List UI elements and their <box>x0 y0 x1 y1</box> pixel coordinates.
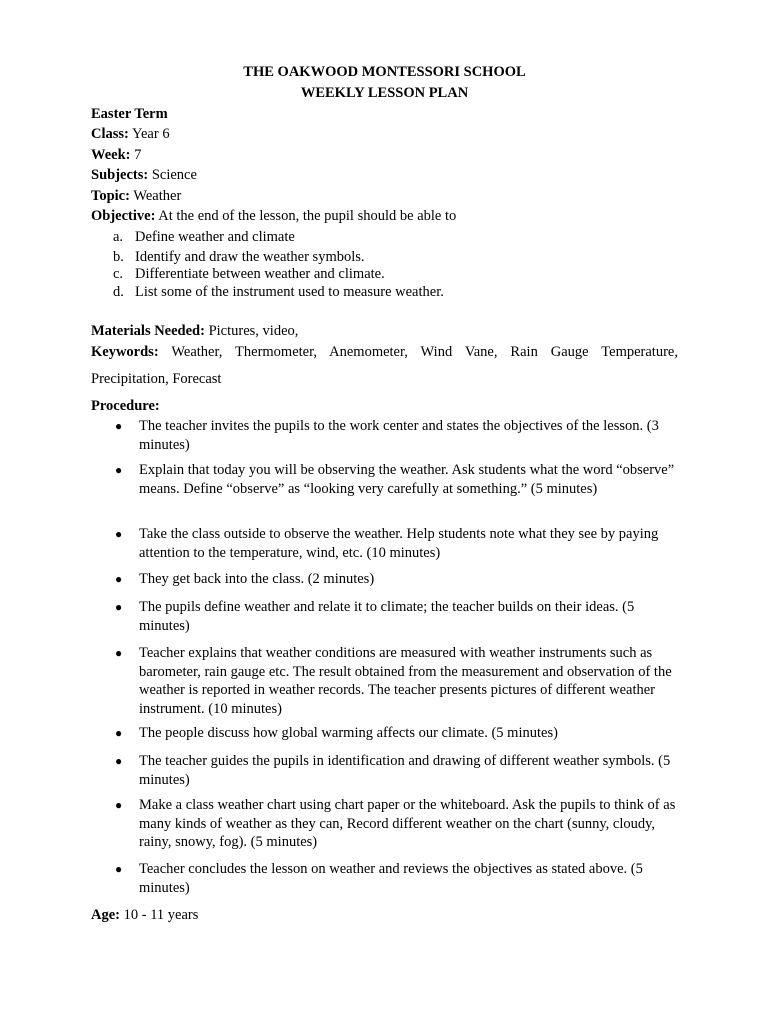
age-value: 10 - 11 years <box>123 907 199 923</box>
objective-text: Differentiate between weather and climate. <box>135 266 385 282</box>
objective-item <box>113 228 295 246</box>
procedure-step-text: The pupils define weather and relate it to climate; the teacher builds on their ideas. (5 minutes) <box>139 599 635 634</box>
objective-text: Identify and draw the weather symbols. <box>135 249 365 265</box>
term: Easter Term <box>91 106 168 122</box>
procedure-step <box>115 724 678 743</box>
bullet-icon: ● <box>115 798 123 812</box>
procedure-step-text: They get back into the class. (2 minutes) <box>139 571 375 587</box>
objective-text: Define weather and climate <box>135 229 295 245</box>
bullet-icon: ● <box>115 419 123 433</box>
class-label: Class: <box>91 126 129 142</box>
procedure-step <box>115 525 678 562</box>
school-name: THE OAKWOOD MONTESSORI SCHOOL <box>243 64 526 80</box>
objective-marker: c. <box>113 266 124 282</box>
age-label: Age: <box>91 907 120 923</box>
bullet-icon: ● <box>115 600 123 614</box>
objective-marker: b. <box>113 249 124 265</box>
objective-item <box>113 265 385 283</box>
bullet-icon: ● <box>115 862 123 876</box>
objective-item <box>113 248 365 266</box>
materials-line <box>91 321 298 341</box>
objective-marker: a. <box>113 229 124 245</box>
procedure-step-text: Make a class weather chart using chart paper or the whiteboard. Ask the pupils to think of as many kinds of weather as they can, Record different weather on the chart (sunny, cloudy, rainy, snowy, fog). (5 minutes) <box>139 797 676 850</box>
topic-line <box>91 186 181 206</box>
objective-marker: d. <box>113 284 124 300</box>
bullet-icon: ● <box>115 726 123 740</box>
procedure-step <box>115 570 678 589</box>
objective-item <box>113 283 444 301</box>
topic-label: Topic: <box>91 188 130 204</box>
procedure-step <box>115 796 678 852</box>
bullet-icon: ● <box>115 463 123 477</box>
procedure-step-text: Take the class outside to observe the weather. Help students note what they see by paying attention to the temperature, wind, etc. (10 minutes) <box>139 526 659 561</box>
document-title: WEEKLY LESSON PLAN <box>300 85 469 101</box>
bullet-icon: ● <box>115 754 123 768</box>
subjects-line <box>91 165 197 185</box>
keywords-continued: Precipitation, Forecast <box>91 371 222 387</box>
procedure-step-text: Teacher explains that weather conditions are measured with weather instruments such as barometer, rain gauge etc. The result obtained from the measurement and observation of the weather is reported in weather records. The teacher presents pictures of different weather instrument. (10 minutes) <box>139 645 672 717</box>
bullet-icon: ● <box>115 527 123 541</box>
objective-label: Objective: <box>91 208 156 224</box>
procedure-step-text: The people discuss how global warming affects our climate. (5 minutes) <box>139 725 558 741</box>
keywords-value: Weather, Thermometer, Anemometer, Wind Vane, Rain Gauge Temperature, <box>171 344 678 360</box>
materials-value: Pictures, video, <box>208 323 299 339</box>
procedure-step <box>115 417 678 454</box>
week-value: 7 <box>134 147 142 163</box>
procedure-step-text: Explain that today you will be observing the weather. Ask students what the word “observe” means. Define “observe” as “looking very carefully at something.” (5 minutes) <box>139 462 675 497</box>
keywords-label: Keywords: <box>91 344 159 360</box>
procedure-step <box>115 461 678 498</box>
keywords-line <box>91 342 678 362</box>
subjects-label: Subjects: <box>91 167 149 183</box>
procedure-step-text: Teacher concludes the lesson on weather and reviews the objectives as stated above. (5 minutes) <box>139 861 643 896</box>
procedure-label: Procedure: <box>91 398 160 414</box>
class-line <box>91 124 170 144</box>
objective-text: List some of the instrument used to measure weather. <box>135 284 444 300</box>
class-value: Year 6 <box>131 126 170 142</box>
age-line <box>91 905 198 925</box>
bullet-icon: ● <box>115 646 123 660</box>
procedure-step <box>115 644 678 718</box>
week-line <box>91 145 141 165</box>
procedure-step <box>115 752 678 789</box>
topic-value: Weather <box>133 188 182 204</box>
objective-value: At the end of the lesson, the pupil should be able to <box>158 208 457 224</box>
procedure-step <box>115 598 678 635</box>
materials-label: Materials Needed: <box>91 323 205 339</box>
week-label: Week: <box>91 147 131 163</box>
procedure-step-text: The teacher invites the pupils to the work center and states the objectives of the lesson. (3 minutes) <box>139 418 659 453</box>
objective-line <box>91 206 456 226</box>
bullet-icon: ● <box>115 572 123 586</box>
subjects-value: Science <box>151 167 197 183</box>
procedure-step-text: The teacher guides the pupils in identification and drawing of different weather symbols. (5 minutes) <box>139 753 671 788</box>
procedure-step <box>115 860 678 897</box>
